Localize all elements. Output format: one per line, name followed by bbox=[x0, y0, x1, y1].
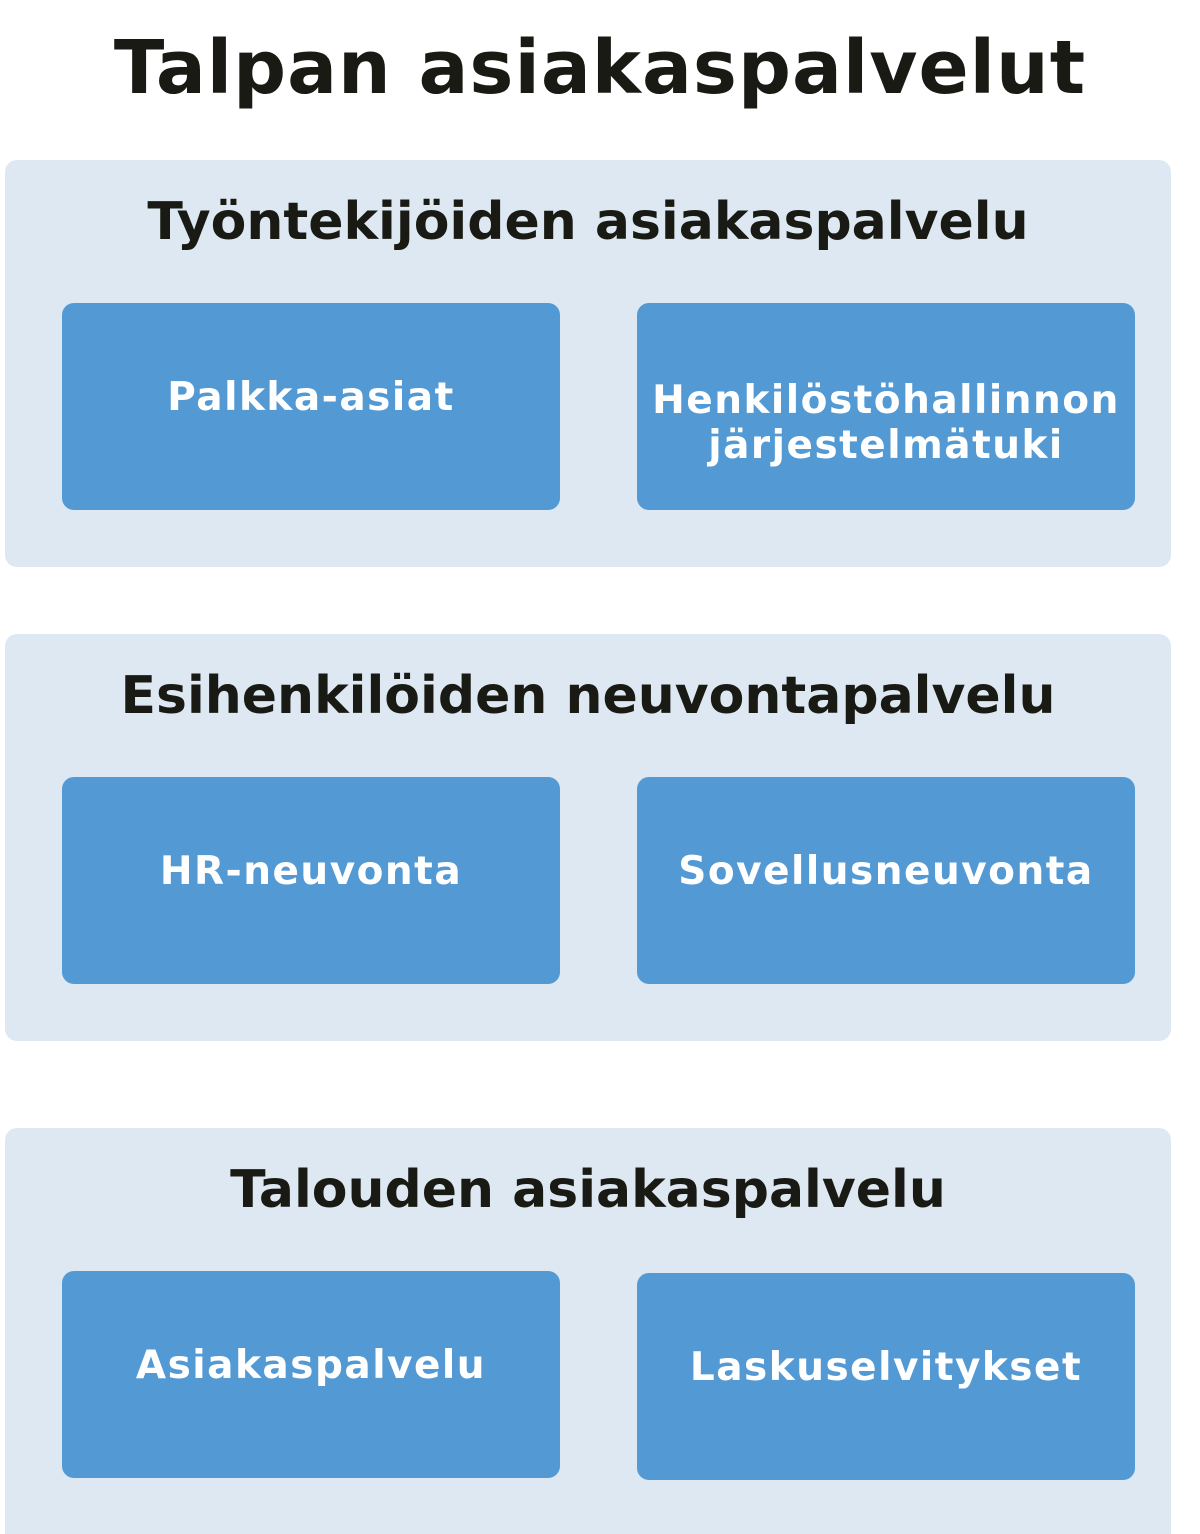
service-box-customer-service: Asiakaspalvelu bbox=[62, 1271, 560, 1478]
group-title: Talouden asiakaspalvelu bbox=[230, 1160, 946, 1220]
service-box-invoice-clarifications: Laskuselvitykset bbox=[637, 1273, 1135, 1480]
group-title: Työntekijöiden asiakaspalvelu bbox=[147, 192, 1029, 252]
group-finance-customer-service bbox=[5, 1128, 1171, 1534]
group-employee-customer-service bbox=[5, 160, 1171, 567]
group-manager-advisory-service bbox=[5, 634, 1171, 1041]
service-box-application-advisory: Sovellusneuvonta bbox=[637, 777, 1135, 984]
service-box-hr-system-support: Henkilöstöhallinnon järjestelmätuki bbox=[637, 303, 1135, 510]
service-box-hr-advisory: HR-neuvonta bbox=[62, 777, 560, 984]
page-title: Talpan asiakaspalvelut bbox=[113, 25, 1087, 111]
group-title: Esihenkilöiden neuvontapalvelu bbox=[120, 666, 1056, 726]
service-box-payroll: Palkka-asiat bbox=[62, 303, 560, 510]
